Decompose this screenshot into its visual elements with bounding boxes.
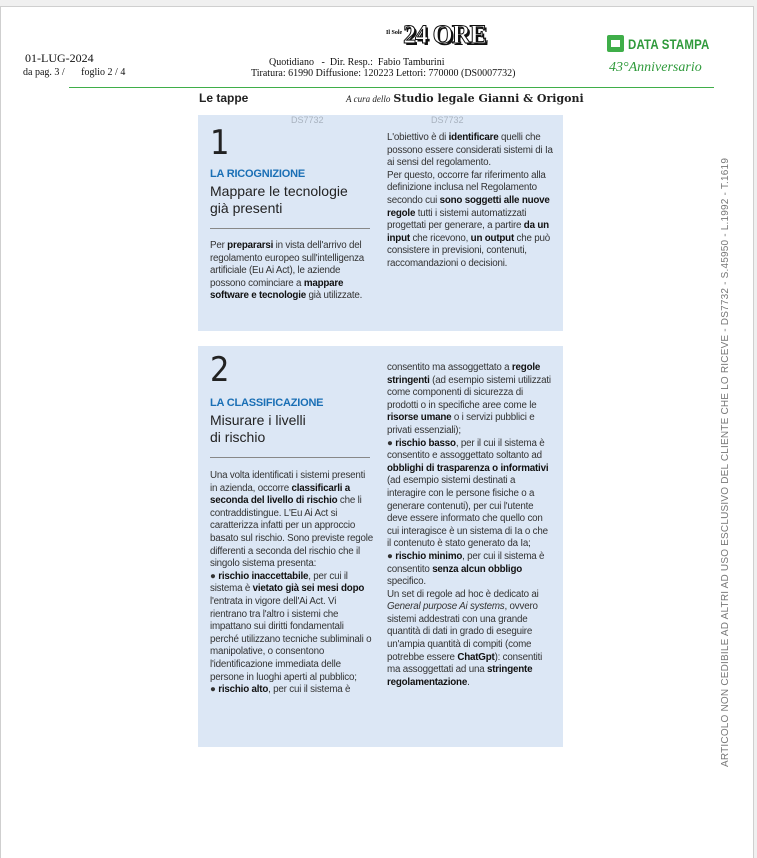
step-left-text: Per prepararsi in vista dell'arrivo del regolamento europeo sull'intelligenza artificiale (Eu Ai Act), le aziende possono cominciare a mappare software e tecnologie già utilizzate. — [210, 240, 365, 302]
document-page — [0, 6, 754, 858]
step-title — [210, 412, 306, 446]
step-box-1 — [198, 115, 563, 331]
watermark: DS7732 — [291, 115, 324, 125]
emphasis-text: classificarli a seconda del livello di rischio — [210, 482, 351, 507]
emphasis-text: ChatGpt — [457, 651, 495, 663]
emphasis-text: prepararsi — [227, 240, 274, 251]
page-number: da pag. 3 / — [23, 67, 65, 78]
step-left-text: Una volta identificati i sistemi presenti in azienda, occorre classificarli a seconda del livello di rischio che li contraddistingue. L'Eu Ai Act si caratterizza infatti per un approccio basato sul rischio. Sono previste regole differenti a seconda del rischio che il singolo sistema presenta: ● rischio inaccettabile, per cui il sistema è vietato già sei mesi dopo l'entrata in vigore dell'Ai Act. Vi rientrano tra l'altro i sistemi che impattano sui diritti fondamentali perché utilizzano tecniche subliminali o manipolative, o consentono l'identificazione immediata delle persone in luoghi aperti al pubblico; ● rischio alto, per cui il sistema è — [210, 470, 373, 696]
emphasis-text: rischio alto — [218, 684, 269, 696]
emphasis-text: risorse umane — [387, 412, 452, 424]
copyright-notice: ARTICOLO NON CEDIBILE AD ALTRI AD USO ESCLUSIVO DEL CLIENTE CHE LO RICEVE - DS7732 - S.45950 - L.1992 - T.1619 — [720, 157, 731, 767]
newspaper-logo — [386, 22, 486, 48]
anniversary-label: 43°Anniversario — [609, 60, 702, 75]
emphasis-text: obblighi di trasparenza o informativi — [387, 462, 549, 474]
section-title: Le tappe — [199, 91, 249, 105]
emphasis-text: regole stringenti — [387, 362, 541, 386]
emphasis-text: stringente regolamentazione — [387, 664, 533, 688]
header-divider — [69, 87, 714, 88]
emphasis-text: senza alcun obbligo — [432, 563, 523, 575]
agency-name: DATA STAMPA — [628, 35, 710, 52]
emphasis-text: da un input — [387, 220, 549, 244]
step-right-text: L'obiettivo è di identificare quelli che possono essere considerati sistemi di Ia ai sensi del regolamento. Per questo, occorre far riferimento alla definizione inclusa nel Regolamento secondo cui sono soggetti alle nuove regole tutti i sistemi automatizzati progettati per generare, a partire da un input che ricevono, un output che può consistere in previsioni, contenuti, raccomandazioni o decisioni. — [387, 132, 553, 269]
emphasis-text: sono soggetti alle nuove regole — [387, 194, 550, 219]
step-right-text: consentito ma assoggettato a regole stringenti (ad esempio sistemi utilizzati come componenti di sicurezza di prodotti o in specifiche aree come le risorse umane o i servizi pubblici e privati essenziali); ● rischio basso, per il cui il sistema è consentito e assoggettato soltanto ad obblighi di trasparenza o informativi (ad esempio sistemi destinati a interagire con le persone fisiche o a generare contenuti), per cui l'utente deve essere informato che quello con cui interagisce è un sistema di Ia o che il contenuto è stato generato da Ia; ● rischio minimo, per cui il sistema è consentito senza alcun obbligo specifico. Un set di regole ad hoc è dedicato ai General purpose Ai systems, ovvero sistemi addestrati con una grande quantità di dati in grado di eseguire un'ampia quantità di compiti (come potrebbe essere ChatGpt): consentiti ma assoggettati ad una stringente regolamentazione. — [387, 362, 551, 688]
emphasis-text: identificare — [448, 132, 499, 143]
step-kicker: LA CLASSIFICAZIONE — [210, 397, 324, 409]
step-title-line: Mappare le tecnologie — [210, 183, 348, 199]
credit-name: Studio legale Gianni & Origoni — [393, 92, 584, 105]
step-title — [210, 183, 348, 217]
newspaper-masthead — [331, 21, 541, 48]
circulation-info: Tiratura: 61990 Diffusione: 120223 Lettori: 770000 (DS0007732) — [251, 68, 516, 79]
article-credit — [346, 92, 584, 105]
emphasis-text: rischio inaccettabile — [218, 570, 309, 582]
emphasis-text: un output — [470, 232, 515, 244]
step-title-line: Misurare i livelli — [210, 412, 306, 428]
data-stampa-logo — [607, 35, 727, 52]
title-divider — [210, 457, 370, 458]
emphasis-text: mappare software e tecnologie — [210, 277, 344, 302]
sheet-number: foglio 2 / 4 — [81, 67, 126, 78]
publication-info: Quotidiano - Dir. Resp.: Fabio Tamburini — [269, 57, 445, 68]
emphasis-text: vietato già sei mesi dopo — [252, 583, 365, 595]
page-reference — [23, 67, 139, 78]
step-title-line: di rischio — [210, 429, 266, 445]
title-divider — [210, 228, 370, 229]
step-number: 2 — [210, 350, 230, 390]
publication-date: 01-LUG-2024 — [25, 51, 94, 65]
italic-text: General purpose Ai systems — [387, 601, 505, 613]
step-number: 1 — [210, 123, 230, 163]
emphasis-text: rischio basso — [395, 437, 456, 449]
data-stampa-icon — [607, 35, 624, 52]
logo-big-text: 24 ORE — [403, 20, 486, 49]
step-box-2 — [198, 346, 563, 747]
watermark: DS7732 — [431, 115, 464, 125]
credit-prefix: A cura dello — [346, 94, 391, 104]
emphasis-text: rischio minimo — [395, 550, 463, 562]
logo-small-text: Il Sole — [385, 30, 403, 36]
step-kicker: LA RICOGNIZIONE — [210, 168, 305, 180]
step-title-line: già presenti — [210, 200, 283, 216]
